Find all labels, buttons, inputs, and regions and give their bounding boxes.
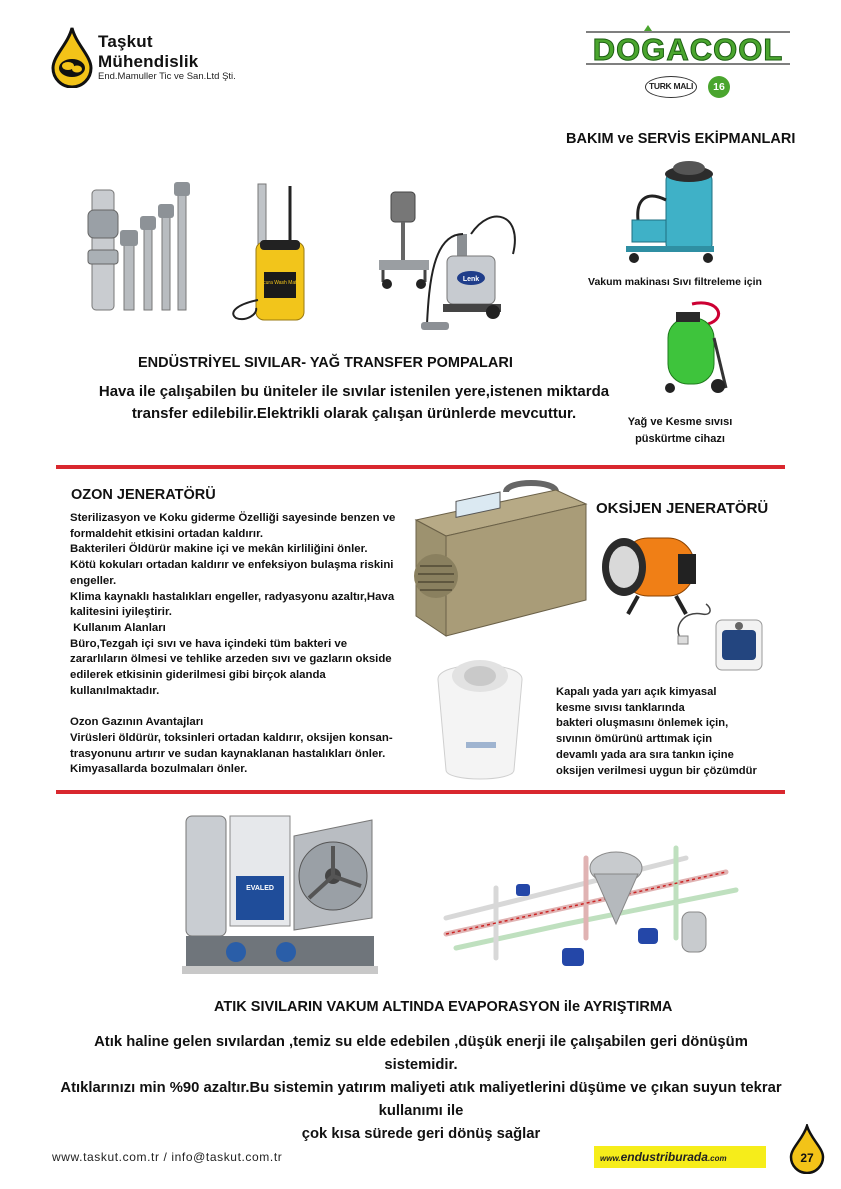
oxygen-text-line: oksijen verilmesi uygun bir çözümdür [556, 764, 757, 777]
piping-system-diagram-image [436, 828, 742, 978]
transfer-pumps-image [84, 180, 194, 312]
vacuum-machine-caption: Vakum makinası Sıvı filtreleme için [588, 276, 762, 288]
dogacool-logo-text: DOGACOOL [592, 32, 784, 67]
footer-contact[interactable]: www.taskut.com.tr / info@taskut.com.tr [52, 1150, 283, 1164]
evaporation-description [60, 1031, 782, 1146]
oxygen-text-line: kesme sıvısı tanklarında [556, 701, 685, 714]
company-subtitle: End.Mamuller Tic ve San.Ltd Şti. [98, 71, 236, 82]
ozone-text-line: Bakterileri Öldürür makine içi ve mekân kirliliğini önler. [70, 543, 368, 556]
banner-site-name: endustriburada [620, 1150, 708, 1164]
evaporation-desc-line: Atıklarınızı min %90 azaltır.Bu sistemin yatırım maliyeti atık maliyetlerini düşüme ve çıkan suyun tekrar kullanımı ile [60, 1080, 782, 1119]
catalog-page-number: 16 [708, 76, 730, 98]
evaporator-machine-label: EVALED [246, 885, 274, 892]
ozone-advantages-subheading: Ozon Gazının Avantajları [70, 716, 204, 729]
section-divider-top [56, 465, 785, 469]
transfer-pumps-title: ENDÜSTRİYEL SIVILAR- YAĞ TRANSFER POMPALARI [138, 355, 513, 371]
ozone-text-line: kalitesini iyileştirir. [70, 606, 172, 619]
company-logo-drop-icon [50, 26, 94, 88]
oxygen-text-line: devamlı yada ara sıra tankın içine [556, 748, 734, 761]
company-name-line-1: Taşkut [98, 32, 153, 51]
ozone-text-line: Klima kaynaklı hastalıkları engeller, radyasyonu azaltır,Hava [70, 590, 395, 603]
ozone-text-line: Sterilizasyon ve Koku giderme Özelliği sayesinde benzen ve [70, 512, 396, 524]
turk-mali-badge: TURK MALI [645, 76, 697, 98]
oxygen-text-line: Kapalı yada yarı açık kimyasal [556, 686, 717, 698]
oxygen-text-line: bakteri oluşmasını önlemek için, [556, 717, 729, 730]
endustriburada-banner[interactable] [594, 1146, 766, 1168]
ozone-text-line: Virüsleri öldürür, toksinleri ortadan kaldırır, oksijen konsan- [70, 731, 393, 744]
grease-pump-label: Lenk [462, 276, 480, 283]
evaporator-machine-image [176, 806, 380, 982]
ozone-air-purifier-image [430, 650, 530, 784]
ozone-text-line: Büro,Tezgah içi sıvı ve hava içindeki tüm bakteri ve [70, 637, 348, 650]
ozone-generator-title: OZON JENERATÖRÜ [71, 487, 216, 503]
banner-prefix: www. [600, 1154, 621, 1163]
ozone-usage-subheading: Kullanım Alanları [70, 621, 166, 634]
footer-page-number: 27 [800, 1151, 814, 1165]
evaporation-desc-line: Atık haline gelen sıvılardan ,temiz su elde edebilen ,düşük enerji ile çalışabilen geri dönüşüm sistemidir. [94, 1034, 748, 1073]
wash-sprayer-image [228, 180, 310, 325]
oxygen-text-line: sıvının ömürünü arttımak için [556, 733, 713, 746]
spray-cart-image [648, 298, 734, 396]
ozone-generator-device-image [406, 480, 592, 640]
ozone-text-line: engeller. [70, 574, 117, 587]
section-divider-bottom [56, 790, 785, 794]
grease-pump-trolleys-image [373, 184, 523, 344]
ozone-text-line: kullanılmaktadır. [70, 684, 160, 697]
page-number-drop-icon [788, 1124, 826, 1174]
company-name [98, 32, 198, 72]
transfer-pumps-desc-line-2: transfer edilebilir.Elektrikli olarak çalışan ürünlerde mevcuttur. [131, 405, 577, 422]
vacuum-machine-image [626, 160, 734, 270]
company-name-line-2: Mühendislik [98, 52, 199, 71]
transfer-pumps-description [84, 381, 624, 425]
ozone-text-line: Kimyasallarda bozulmaları önler. [70, 763, 248, 776]
aquarium-air-pump-image [672, 600, 766, 674]
evaporation-desc-line: çok kısa sürede geri dönüş sağlar [301, 1126, 541, 1142]
ozone-text-line: formaldehit etkisini ortadan kaldırır. [70, 527, 264, 540]
banner-suffix: .com [707, 1154, 727, 1163]
ozone-text-spacer [70, 699, 410, 715]
ozone-text-line: zararlıların ölmesi ve tehlike arzeden sıvı ve gazların okside [70, 653, 392, 666]
wash-sprayer-label: Acura Wash Matic [259, 280, 301, 286]
evaporation-title: ATIK SIVILARIN VAKUM ALTINDA EVAPORASYON ile AYRIŞTIRMA [214, 999, 673, 1015]
ozone-text-line: trasyonunu artırır ve sudan kaynaklanan hastalıkları önler. [70, 747, 386, 760]
section-title-maintenance: BAKIM ve SERVİS EKİPMANLARI [566, 131, 796, 147]
spray-cart-caption [600, 414, 760, 448]
spray-cart-caption-line-2: püskürtme cihazı [635, 433, 725, 445]
spray-cart-caption-line-1: Yağ ve Kesme sıvısı [627, 416, 733, 428]
oxygen-generator-title: OKSİJEN JENERATÖRÜ [596, 500, 769, 517]
oxygen-generator-text [556, 685, 806, 779]
dogacool-logo [586, 24, 790, 70]
ozone-text-line: Kötü kokuları ortadan kaldırır ve enfeksiyon bulaşma riskini [70, 559, 394, 572]
ozone-text-line: edilerek etkisinin giderilmesi gibi birçok alanda [70, 669, 326, 682]
transfer-pumps-desc-line-1: Hava ile çalışabilen bu üniteler ile sıvılar istenilen yere,istenen miktarda [98, 383, 610, 400]
ozone-generator-text [70, 511, 410, 778]
